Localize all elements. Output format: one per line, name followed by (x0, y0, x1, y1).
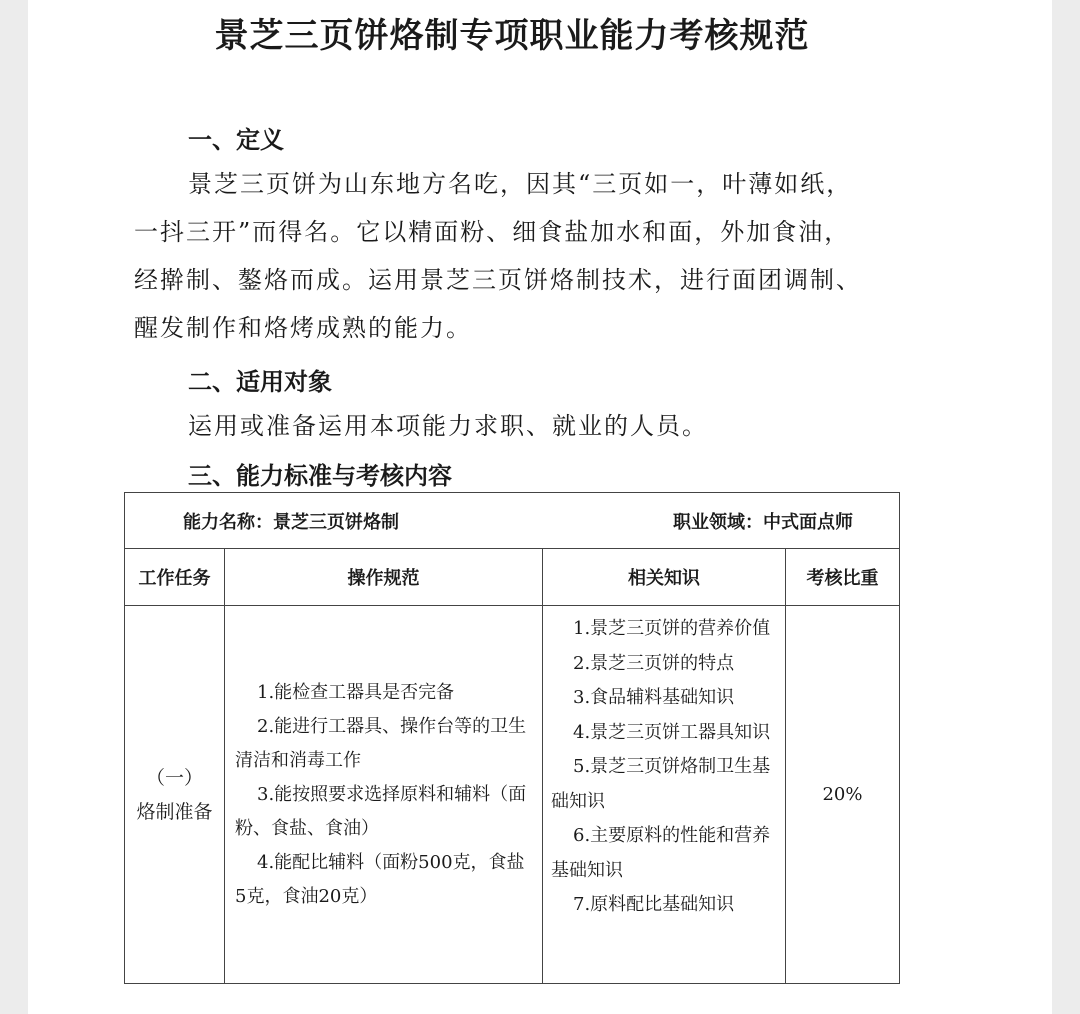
target-line: 运用或准备运用本项能力求职、就业的人员。 (188, 412, 708, 440)
operation-item: 3.能按照要求选择原料和辅料（面粉、食盐、食油） (235, 783, 527, 839)
definition-line: 景芝三页饼为山东地方名吃，因其“三页如一，叶薄如纸， (188, 170, 853, 198)
target-paragraph (134, 402, 1034, 450)
column-header-task: 工作任务 (125, 549, 225, 606)
definition-line: 一抖三开”而得名。它以精面粉、细食盐加水和面，外加食油， (134, 218, 851, 246)
knowledge-cell (543, 606, 786, 984)
knowledge-item: 4.景芝三页饼工器具知识 (573, 721, 771, 743)
operation-item: 2.能进行工器具、操作台等的卫生清洁和消毒工作 (235, 715, 527, 771)
document-title: 景芝三页饼烙制专项职业能力考核规范 (214, 16, 810, 56)
table-header-row (125, 549, 900, 606)
knowledge-item: 2.景芝三页饼的特点 (573, 652, 735, 674)
operations-cell (225, 606, 543, 984)
knowledge-item: 6.主要原料的性能和营养基础知识 (551, 825, 771, 881)
definition-paragraph (134, 160, 1034, 352)
ability-name: 能力名称：景芝三页饼烙制 (183, 511, 399, 533)
task-cell (125, 606, 225, 984)
table-meta-row (125, 493, 900, 549)
knowledge-item: 1.景芝三页饼的营养价值 (573, 618, 771, 639)
task-number: （一） (145, 766, 203, 789)
knowledge-item: 3.食品辅料基础知识 (573, 687, 735, 708)
column-header-operations: 操作规范 (225, 549, 543, 606)
assessment-table (124, 492, 900, 984)
definition-line: 醒发制作和烙烤成熟的能力。 (134, 314, 472, 342)
column-header-knowledge: 相关知识 (543, 549, 786, 606)
weight-cell: 20% (786, 606, 900, 984)
section-heading-definition: 一、定义 (188, 126, 284, 154)
table-row (125, 606, 900, 984)
knowledge-item: 7.原料配比基础知识 (573, 894, 735, 915)
section-heading-target: 二、适用对象 (188, 368, 332, 396)
section-heading-standards: 三、能力标准与考核内容 (188, 462, 452, 490)
operation-item: 4.能配比辅料（面粉500克，食盐5克，食油20克） (235, 851, 525, 907)
career-field: 职业领域：中式面点师 (673, 511, 853, 533)
column-header-weight: 考核比重 (786, 549, 900, 606)
operation-item: 1.能检查工器具是否完备 (257, 681, 455, 703)
knowledge-item: 5.景芝三页饼烙制卫生基础知识 (551, 756, 771, 812)
definition-line: 经擀制、鏊烙而成。运用景芝三页饼烙制技术，进行面团调制、 (134, 266, 862, 294)
task-name: 烙制准备 (136, 800, 213, 823)
table-meta-cell (125, 493, 900, 549)
